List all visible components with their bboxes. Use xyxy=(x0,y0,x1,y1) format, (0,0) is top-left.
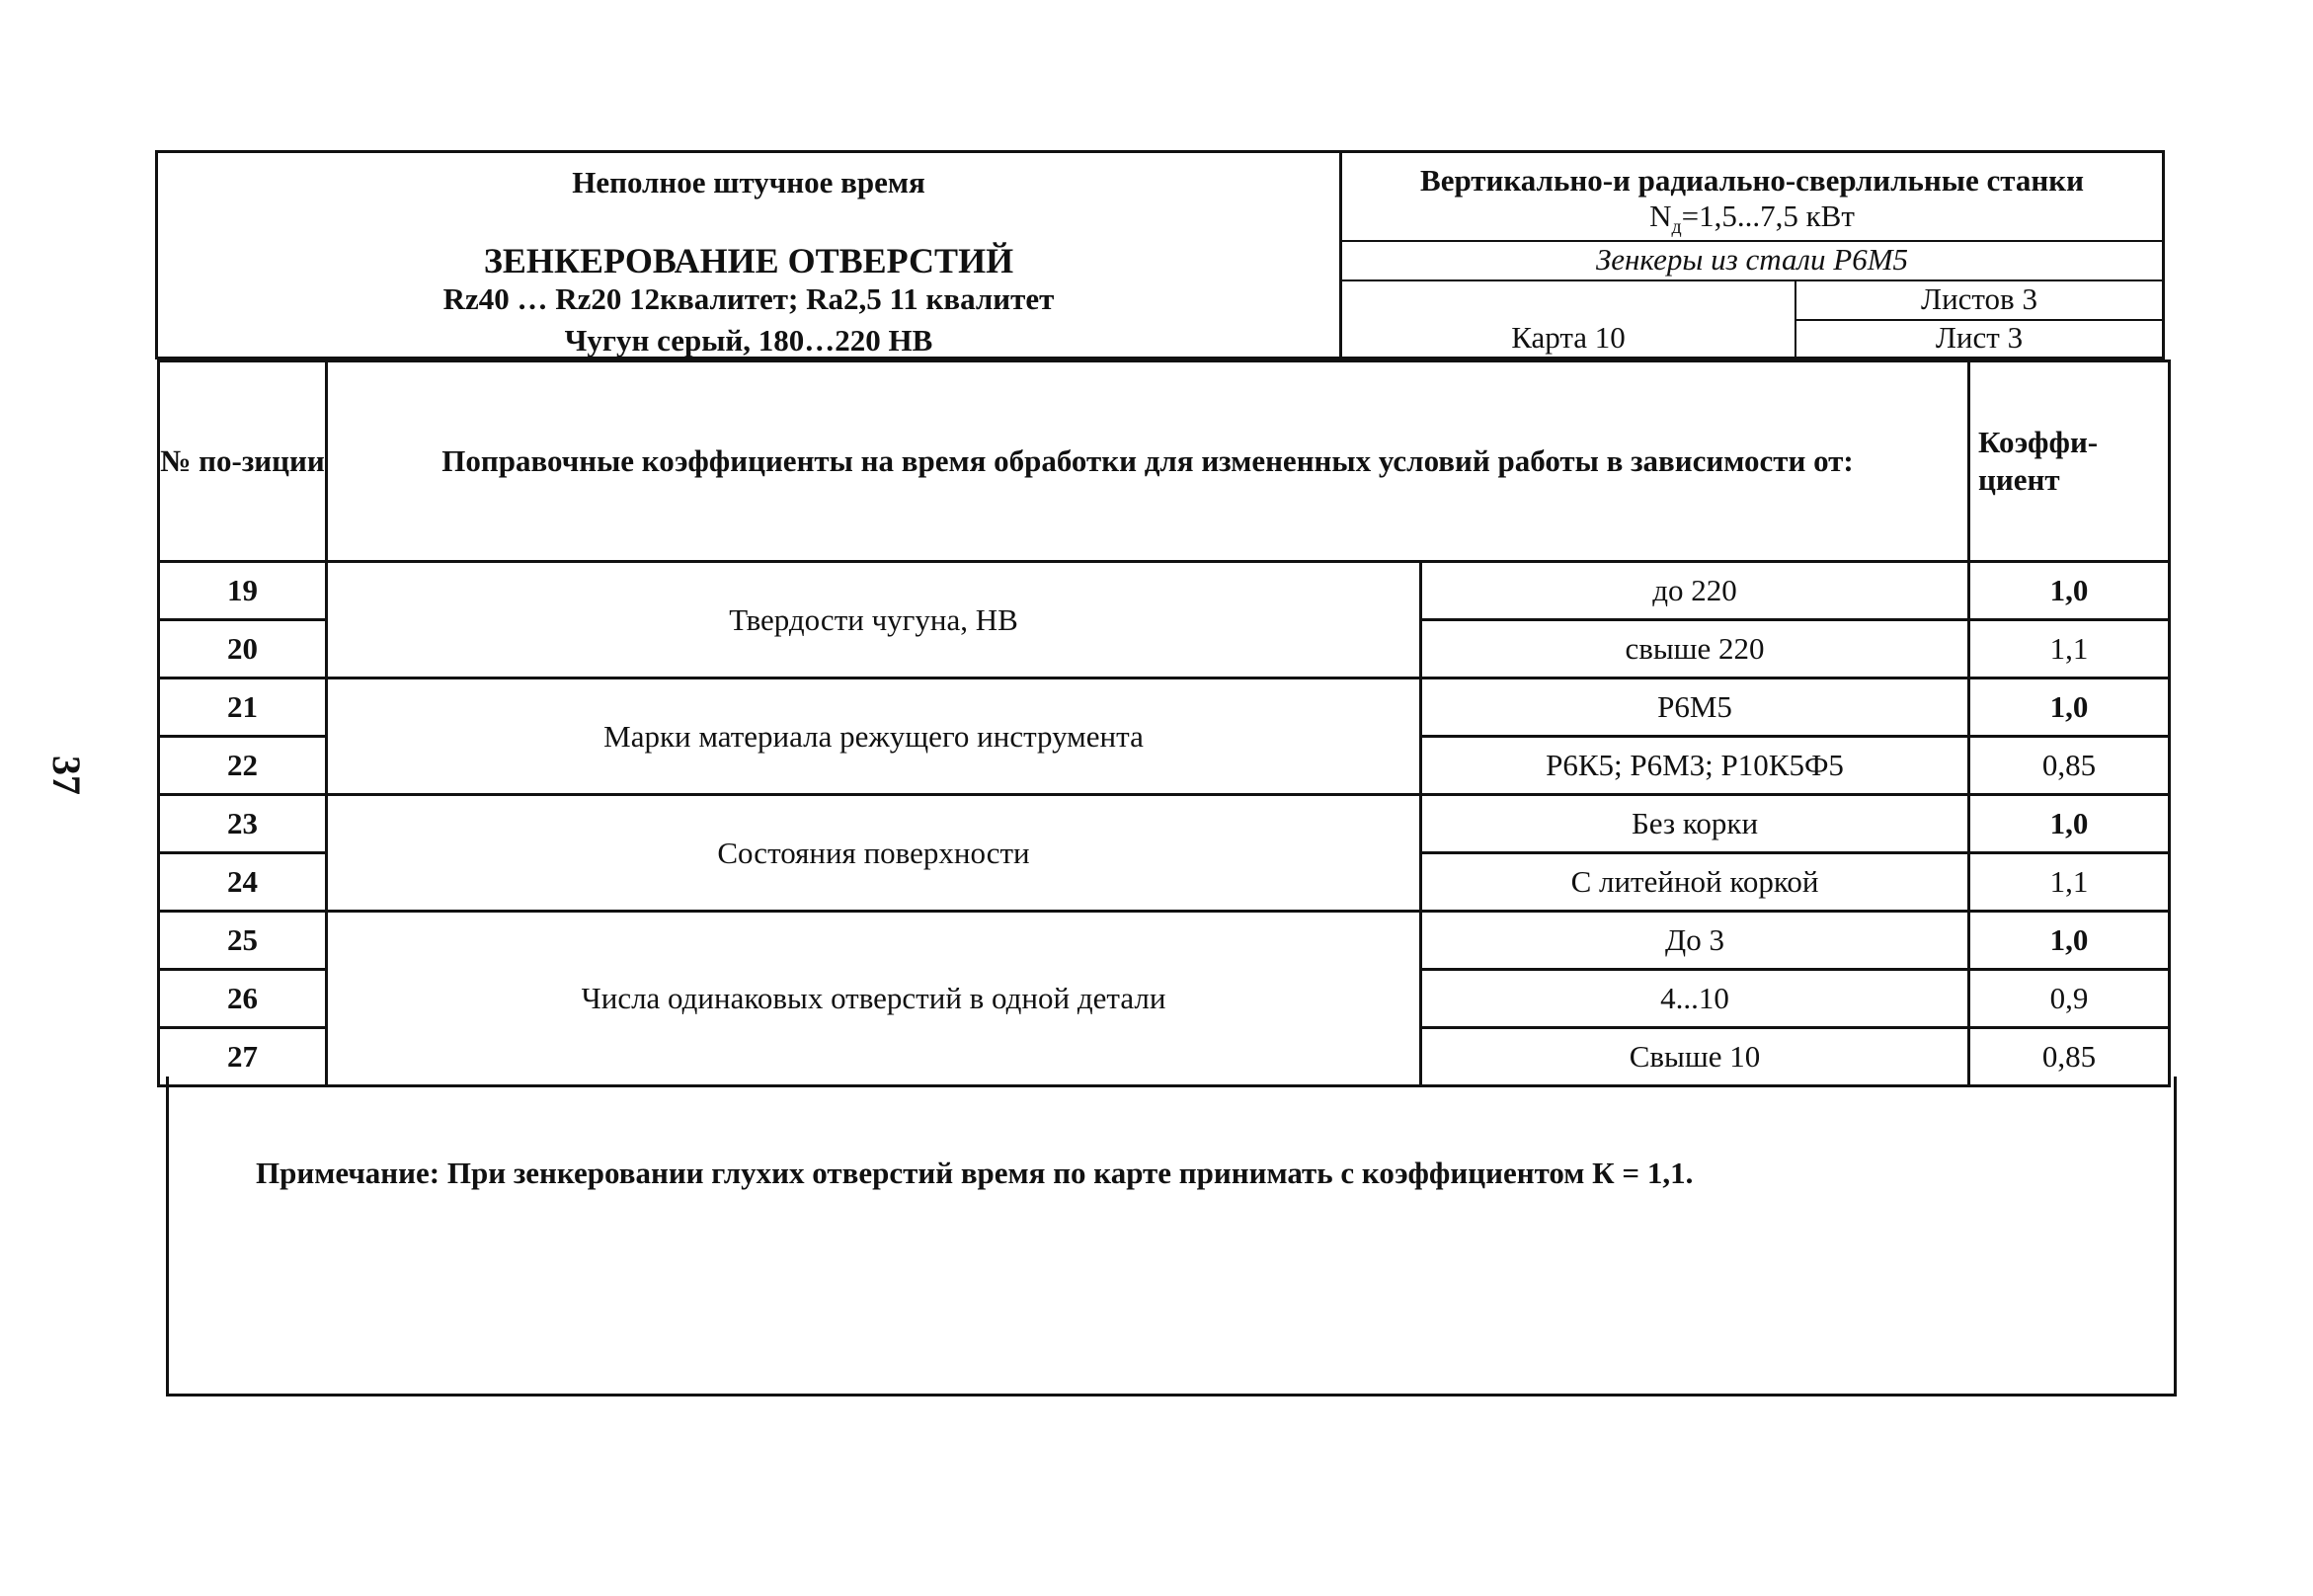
header-coefficient: Коэффи-циент xyxy=(1969,361,2170,562)
tools: Зенкеры из стали Р6М5 xyxy=(1342,240,2162,281)
coefficient-value: 1,0 xyxy=(1969,562,2170,620)
card-number: Карта 10 xyxy=(1342,279,1796,357)
time-type: Неполное штучное время xyxy=(572,165,925,200)
factor-label: Марки материала режущего инструмента xyxy=(327,678,1421,795)
page-number: 37 xyxy=(44,756,89,795)
header-position: № по-зиции xyxy=(159,361,327,562)
coefficient-value: 0,85 xyxy=(1969,737,2170,795)
coefficient-value: 1,0 xyxy=(1969,678,2170,737)
position-number: 21 xyxy=(159,678,327,737)
table-row xyxy=(159,562,2170,620)
condition-value: До 3 xyxy=(1421,912,1969,970)
condition-value: Без корки xyxy=(1421,795,1969,853)
condition-value: С литейной коркой xyxy=(1421,853,1969,912)
header-left xyxy=(158,153,1342,357)
sheets-total: Листов 3 xyxy=(1796,279,2162,321)
factor-label: Твердости чугуна, НВ xyxy=(327,562,1421,678)
card-header xyxy=(155,150,2165,359)
position-number: 27 xyxy=(159,1028,327,1086)
coefficient-value: 0,9 xyxy=(1969,970,2170,1028)
position-number: 25 xyxy=(159,912,327,970)
note-box xyxy=(166,1077,2177,1396)
machines-cell xyxy=(1342,153,2162,242)
factor-label: Состояния поверхности xyxy=(327,795,1421,912)
machines: Вертикально-и радиально-сверлильные станки xyxy=(1420,163,2084,198)
table-header-row xyxy=(159,361,2170,562)
position-number: 19 xyxy=(159,562,327,620)
header-description: Поправочные коэффициенты на время обработки для измененных условий работы в зависимости от: xyxy=(327,361,1969,562)
power: $N_д=1,5...7,5$ кВт xyxy=(1649,199,1855,239)
accuracy-spec: Rz40 … Rz20 12квалитет; Ra2,5 11 квалитет xyxy=(442,281,1055,316)
position-number: 22 xyxy=(159,737,327,795)
note: Примечание: При зенкеровании глухих отверстий время по карте принимать с коэффициентом К = 1,1. xyxy=(256,1156,1694,1190)
condition-value: 4...10 xyxy=(1421,970,1969,1028)
position-number: 23 xyxy=(159,795,327,853)
position-number: 24 xyxy=(159,853,327,912)
coefficient-value: 1,0 xyxy=(1969,912,2170,970)
coefficient-value: 1,1 xyxy=(1969,620,2170,678)
condition-value: Р6М5 xyxy=(1421,678,1969,737)
position-number: 20 xyxy=(159,620,327,678)
condition-value: свыше 220 xyxy=(1421,620,1969,678)
operation-title: ЗЕНКЕРОВАНИЕ ОТВЕРСТИЙ xyxy=(483,241,1014,280)
material-spec: Чугун серый, 180…220 НВ xyxy=(564,323,933,358)
table-row xyxy=(159,912,2170,970)
table-row xyxy=(159,795,2170,853)
condition-value: до 220 xyxy=(1421,562,1969,620)
sheet-number: Лист 3 xyxy=(1935,320,2024,355)
coefficient-value: 0,85 xyxy=(1969,1028,2170,1086)
coefficient-value: 1,1 xyxy=(1969,853,2170,912)
table-row xyxy=(159,678,2170,737)
coefficients-body xyxy=(159,361,2170,1086)
position-number: 26 xyxy=(159,970,327,1028)
condition-value: Свыше 10 xyxy=(1421,1028,1969,1086)
condition-value: Р6К5; Р6М3; Р10К5Ф5 xyxy=(1421,737,1969,795)
header-right xyxy=(1342,153,2162,357)
coefficients-table xyxy=(157,359,2171,1087)
factor-label: Числа одинаковых отверстий в одной детали xyxy=(327,912,1421,1086)
coefficient-value: 1,0 xyxy=(1969,795,2170,853)
